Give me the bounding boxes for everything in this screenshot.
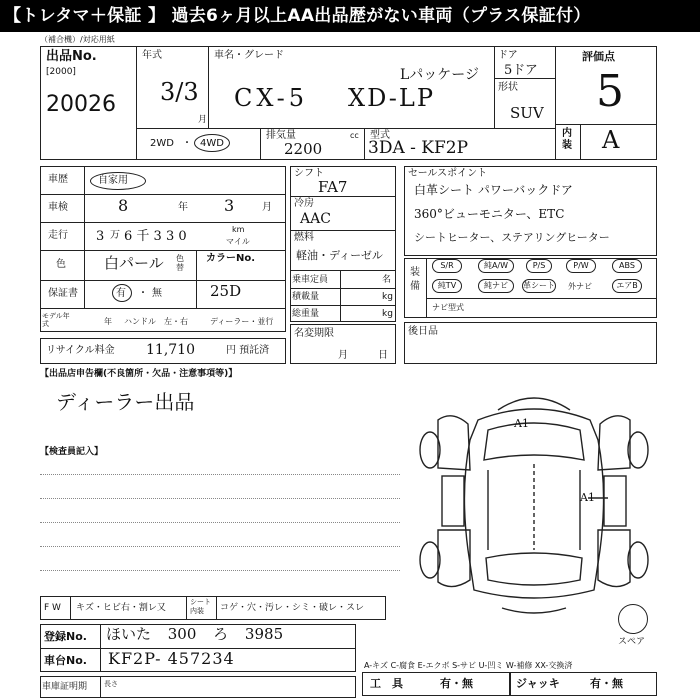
mileage-unit-mile: マイル [226, 237, 250, 246]
color-value: 白パール [104, 254, 164, 272]
drive-dot: ・ [182, 138, 192, 149]
load-unit: kg [382, 292, 393, 302]
inspection-label: 車検 [48, 202, 68, 213]
load-label: 積載量 [292, 292, 320, 302]
score-value: 5 [596, 66, 624, 117]
warranty-sep: ・ [138, 288, 148, 299]
damage-legend: A-キズ C-腐食 E-エクボ S-サビ U-凹ミ W-補修 XX-交換済 [364, 661, 573, 670]
sales-label: セールスポイント [408, 168, 488, 179]
lot-number: 20026 [46, 92, 116, 117]
displacement-value: 2200 [284, 140, 323, 158]
navi-label: ナビ型式 [432, 303, 464, 312]
diagram-mark-1: A1 [514, 417, 529, 430]
equip-tv: 純TV [432, 279, 462, 293]
tools-value: 有・無 [440, 677, 473, 690]
reg-label: 登録No. [44, 630, 87, 643]
fw-label: F W [44, 603, 61, 613]
fuel-label: 燃料 [294, 232, 314, 243]
shape-label: 形状 [498, 82, 518, 93]
mileage-man-unit: 万 [110, 230, 120, 241]
year-value: 3/3 [160, 78, 199, 106]
car-diagram [408, 380, 660, 620]
fuel-value: 軽油・ディーゼル [296, 249, 383, 262]
model-year-label: モデル年式 [42, 312, 70, 328]
warranty-label: 保証書 [48, 288, 78, 299]
year-unit-2: 年 [178, 202, 188, 213]
inspector-label: 【検査員記入】 [40, 447, 104, 457]
displacement-unit: cc [350, 131, 359, 140]
score-label: 評価点 [582, 50, 615, 63]
post-label: 後日品 [408, 326, 438, 337]
small-note: （補合機）/対応用紙 [40, 35, 115, 44]
package: Lパッケージ [400, 67, 480, 83]
post-box [404, 322, 657, 364]
mileage-unit-km: km [232, 225, 245, 234]
equip-label: 装備 [410, 267, 420, 292]
color-code: 25D [210, 282, 242, 300]
ac-value: AAC [300, 211, 331, 227]
displacement-label: 排気量 [266, 130, 296, 141]
warranty-no: 無 [152, 288, 162, 299]
inspection-year: 8 [118, 196, 129, 215]
color-code-label: カラーNo. [206, 253, 256, 264]
diagram-mark-2: A1 [580, 491, 595, 504]
ac-label: 冷房 [294, 198, 314, 209]
color-side: 色替 [176, 254, 184, 272]
seat-text: コゲ・穴・汚レ・シミ・破レ・スレ [220, 603, 365, 613]
notes-label: 【出品店申告欄(不良箇所・欠品・注意事項等)】 [40, 369, 238, 379]
jack-value: 有・無 [590, 677, 623, 690]
year-unit: 月 [198, 115, 208, 125]
equip-navi: 純ナビ [478, 279, 514, 293]
grade: XD-LP [348, 84, 435, 112]
model-label: 車名・グレード [214, 50, 284, 61]
reg-value: ほいた 300 ろ 3985 [106, 625, 284, 643]
page-banner: 【トレタマ＋保証 】 過去6ヶ月以上AA出品歴がない車両（プラス保証付） [0, 0, 700, 32]
equip-airbag: エアB [612, 279, 642, 293]
handle-label: ハンドル 左・右 [124, 317, 188, 326]
dealer-label: ディーラー・並行 [210, 317, 274, 326]
chassis-value: KF2P- 457234 [108, 649, 235, 668]
rename-label: 名変期限 [294, 328, 334, 339]
model-year-unit: 年 [104, 317, 112, 326]
interior-value: A [602, 126, 620, 154]
equip-abs: ABS [612, 259, 642, 273]
history-value: 自家用 [98, 175, 128, 186]
mileage-label: 走行 [48, 230, 68, 241]
lot-small: [2000] [46, 67, 76, 77]
equip-aw: 純A/W [478, 259, 514, 273]
cert-box [40, 676, 356, 698]
interior-label: 内装 [562, 128, 572, 151]
rename-day: 日 [378, 350, 388, 361]
equip-pw: P/W [566, 259, 596, 273]
recycle-value: 11,710 [146, 342, 195, 358]
history-label: 車歴 [48, 174, 68, 185]
year-label: 年式 [142, 50, 162, 61]
weight-label: 総重量 [292, 309, 320, 319]
inspection-month: 3 [224, 196, 235, 215]
recycle-unit: 円 預託済 [226, 345, 270, 356]
color-label: 色 [56, 259, 66, 270]
rename-unit: 月 [338, 350, 348, 361]
two-wd: 2WD [150, 138, 174, 149]
sales-line2: 360°ビューモニター、ETC [414, 207, 565, 221]
spare-label: スペア [618, 637, 646, 647]
lot-label: 出品No. [46, 49, 97, 64]
equip-leather: 革シート [522, 279, 556, 293]
mileage-man: 3 [96, 229, 105, 244]
shift-label: シフト [294, 168, 324, 179]
equip-sr: S/R [432, 259, 462, 273]
sales-line3: シートヒーター、ステアリングヒーター [414, 231, 610, 244]
seat-label: シート内装 [190, 598, 211, 615]
weight-unit: kg [382, 309, 393, 319]
type-label: 型式 [370, 130, 390, 141]
cert-small: 長さ [104, 680, 118, 688]
chassis-label: 車台No. [44, 654, 87, 667]
spare-tire-icon [618, 604, 648, 634]
recycle-label: リサイクル料金 [46, 345, 115, 356]
tools-label: 工 具 [370, 677, 403, 690]
warranty-yes: 有 [116, 288, 126, 299]
capacity-unit: 名 [382, 275, 392, 285]
shape-value: SUV [510, 104, 544, 122]
door-label: ドア [498, 50, 518, 61]
month-unit: 月 [262, 202, 272, 213]
mileage-rest: 6 千 3 3 0 [124, 229, 187, 244]
type-value: 3DA - KF2P [368, 138, 469, 158]
shift-value: FA7 [318, 178, 348, 196]
sales-line1: 白革シート パワーバックドア [414, 183, 573, 197]
cert-label: 車庫証明期 [42, 682, 88, 692]
fw-text: キズ・ヒビ右・割レ又 [76, 603, 166, 613]
four-wd: 4WD [200, 138, 224, 149]
equip-ext-navi: 外ナビ [568, 282, 592, 291]
door-value: 5ドア [504, 63, 538, 78]
equip-ps: P/S [526, 259, 552, 273]
notes-value: ディーラー出品 [56, 390, 195, 414]
model-name: CX-5 [234, 84, 308, 112]
capacity-label: 乗車定員 [292, 275, 329, 285]
jack-label: ジャッキ [516, 677, 560, 690]
